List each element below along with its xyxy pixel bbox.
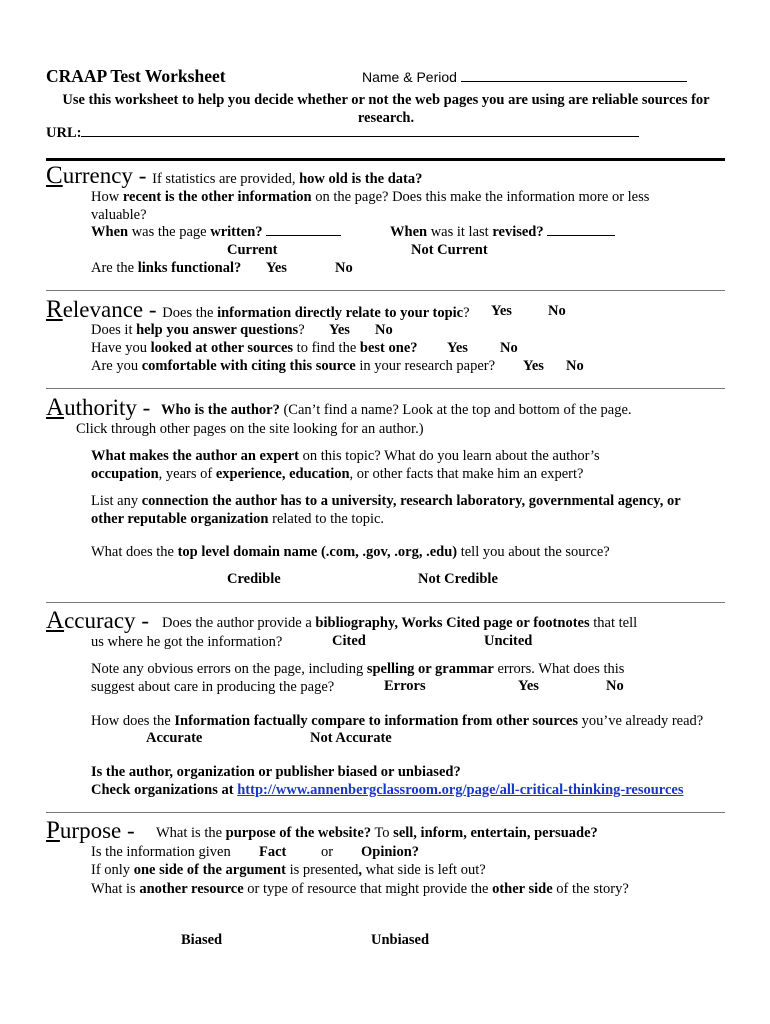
annenberg-link[interactable]: http://www.annenbergclassroom.org/page/all-critical-thinking-resources <box>237 782 684 798</box>
currency-q-links: Are the links functional? <box>91 260 242 276</box>
help-yes[interactable]: Yes <box>329 322 350 338</box>
option-unbiased[interactable]: Unbiased <box>371 932 430 948</box>
relevance-heading: Relevance - Does the information directly relate to your topic? <box>46 296 470 323</box>
purpose-q-other-side: What is another resource or type of resource that might provide the other side of the story? <box>91 881 629 897</box>
relevance-q-other-sources: Have you looked at other sources to find the best one? <box>91 340 418 356</box>
name-period-label: Name & Period <box>362 69 687 85</box>
relate-yes[interactable]: Yes <box>491 303 512 319</box>
links-no[interactable]: No <box>335 260 353 276</box>
option-not-accurate[interactable]: Not Accurate <box>310 730 392 746</box>
url-row: URL: <box>46 125 639 142</box>
relevance-q-help: Does it help you answer questions? <box>91 322 305 338</box>
currency-heading: Currency - If statistics are provided, how old is the data? <box>46 162 423 189</box>
relevance-q-citing: Are you comfortable with citing this source in your research paper? <box>91 358 496 374</box>
option-accurate[interactable]: Accurate <box>146 730 203 746</box>
help-no[interactable]: No <box>375 322 393 338</box>
url-line[interactable] <box>81 136 639 137</box>
worksheet-title: CRAAP Test Worksheet <box>46 66 226 86</box>
authority-q-who: Who is the author? (Can’t find a name? Look at the top and bottom of the page. Click through other pages on the site looking for an author.) <box>76 402 632 437</box>
purpose-heading: Purpose - <box>46 817 135 844</box>
accuracy-q-bibliography: Does the author provide a bibliography, Works Cited page or footnotes that tell us where he got the information? <box>91 615 638 650</box>
purpose-q-fact-opinion: Is the information given <box>91 844 231 860</box>
currency-q-written: When was the page written? <box>91 224 341 241</box>
option-cited[interactable]: Cited <box>332 633 366 649</box>
revised-line[interactable] <box>547 235 615 236</box>
citing-yes[interactable]: Yes <box>523 358 544 374</box>
relate-no[interactable]: No <box>548 303 566 319</box>
purpose-q-purpose: What is the purpose of the website? To sell, inform, entertain, persuade? <box>156 825 598 841</box>
written-line[interactable] <box>266 235 341 236</box>
accuracy-check-orgs: Check organizations at http://www.annenbergclassroom.org/page/all-critical-thinking-resources <box>91 782 684 798</box>
option-biased[interactable]: Biased <box>181 932 223 948</box>
accuracy-heading: Accuracy - <box>46 607 149 634</box>
header-divider <box>46 158 725 161</box>
option-fact[interactable]: Fact <box>259 844 287 860</box>
name-period-line[interactable] <box>461 81 687 82</box>
best-no[interactable]: No <box>500 340 518 356</box>
option-current[interactable]: Current <box>227 242 278 258</box>
currency-q-revised: When was it last revised? <box>390 224 615 241</box>
authority-q-domain: What does the top level domain name (.com, .gov, .org, .edu) tell you about the source? <box>91 544 610 560</box>
errors-no[interactable]: No <box>606 678 624 694</box>
or-text: or <box>321 844 334 860</box>
accuracy-q-errors: Note any obvious errors on the page, including spelling or grammar errors. What does this suggest about care in producing the page? <box>91 661 625 695</box>
citing-no[interactable]: No <box>566 358 584 374</box>
accuracy-q-compare: How does the Information factually compare to information from other sources you’ve already read? <box>91 713 704 729</box>
option-opinion[interactable]: Opinion? <box>361 844 420 860</box>
option-not-credible[interactable]: Not Credible <box>418 571 498 587</box>
divider <box>46 290 725 291</box>
divider <box>46 388 725 389</box>
currency-q-recent: How recent is the other information on the page? Does this make the information more or less valuable? <box>91 189 650 223</box>
divider <box>46 602 725 603</box>
authority-heading: Authority - <box>46 394 151 421</box>
errors-yes[interactable]: Yes <box>518 678 539 694</box>
best-yes[interactable]: Yes <box>447 340 468 356</box>
option-credible[interactable]: Credible <box>227 571 281 587</box>
authority-q-expert: What makes the author an expert on this topic? What do you learn about the author’s occupation, years of experience, education, or other facts that make him an expert? <box>91 448 600 482</box>
option-uncited[interactable]: Uncited <box>484 633 533 649</box>
links-yes[interactable]: Yes <box>266 260 287 276</box>
intro-text: Use this worksheet to help you decide whether or not the web pages you are using are reliable sources for research. <box>62 92 710 126</box>
accuracy-q-biased: Is the author, organization or publisher biased or unbiased? <box>91 764 461 780</box>
authority-q-connection: List any connection the author has to a university, research laboratory, governmental agency, or other reputable organization related to the topic. <box>91 493 681 527</box>
purpose-q-one-side: If only one side of the argument is presented, what side is left out? <box>91 862 486 878</box>
divider <box>46 812 725 813</box>
option-not-current[interactable]: Not Current <box>411 242 488 258</box>
errors-label: Errors <box>384 678 426 694</box>
